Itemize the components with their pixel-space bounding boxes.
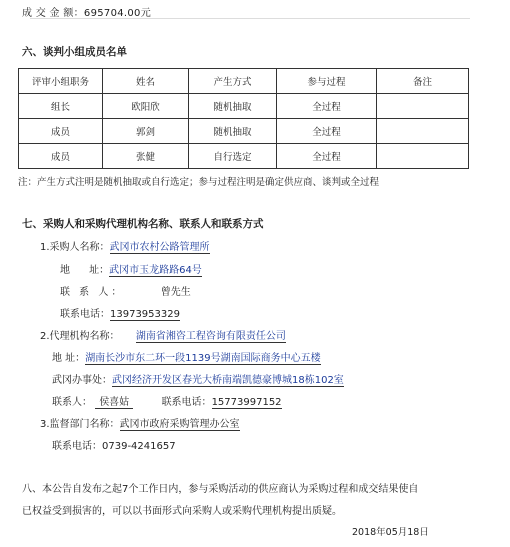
purchaser-contact: 曾先生 bbox=[160, 287, 191, 298]
table-cell: 随机抽取 bbox=[189, 119, 277, 144]
supervisor-phone: 0739-4241657 bbox=[102, 441, 176, 452]
transaction-amount: 成 交 金 额：695704.00元 bbox=[22, 8, 152, 19]
purchaser-address-label: 地 址： bbox=[60, 265, 110, 276]
supervisor-phone-line bbox=[52, 437, 176, 452]
table-cell bbox=[377, 144, 469, 169]
wugang-office: 武冈经济开发区春光大桥南端凯德豪博城18栋102室 bbox=[112, 375, 344, 386]
header-cell: 参与过程 bbox=[277, 69, 377, 94]
purchaser-phone: 13973953329 bbox=[110, 309, 180, 320]
table-row bbox=[19, 144, 469, 169]
supervisor-line bbox=[40, 415, 240, 430]
header-cell: 产生方式 bbox=[189, 69, 277, 94]
agency-contact-label: 联系人： bbox=[52, 397, 92, 408]
table-cell: 郭剑 bbox=[103, 119, 189, 144]
panel-members-table bbox=[18, 68, 469, 169]
supervisor-label: 3.监督部门名称： bbox=[40, 419, 120, 430]
agency-address-line bbox=[52, 349, 321, 364]
agency-name: 湖南省湘咨工程咨询有限责任公司 bbox=[135, 331, 286, 342]
section7-title: 七、采购人和采购代理机构名称、联系人和联系方式 bbox=[22, 218, 264, 230]
agency-phone-label: 联系电话： bbox=[161, 397, 212, 408]
purchaser-label: 1.采购人名称： bbox=[40, 242, 110, 253]
agency-contact-line bbox=[52, 393, 282, 408]
header-cell: 备注 bbox=[377, 69, 469, 94]
table-cell: 欧阳欣 bbox=[103, 94, 189, 119]
agency-contact: 侯喜姑 bbox=[95, 397, 133, 409]
agency-address-label: 地 址： bbox=[52, 353, 86, 364]
publish-date: 2018年05月18日 bbox=[352, 527, 429, 538]
purchaser-contact-label: 联 系 人： bbox=[60, 287, 125, 298]
table-row bbox=[19, 119, 469, 144]
supervisor-name: 武冈市政府采购管理办公室 bbox=[119, 419, 240, 430]
table-cell: 全过程 bbox=[277, 94, 377, 119]
header-cell: 姓名 bbox=[103, 69, 189, 94]
supervisor-phone-label: 联系电话： bbox=[52, 441, 102, 452]
table-cell: 全过程 bbox=[277, 119, 377, 144]
table-cell: 全过程 bbox=[277, 144, 377, 169]
table-header-row bbox=[19, 69, 469, 94]
section6-title: 六、谈判小组成员名单 bbox=[22, 46, 127, 58]
header-cell: 评审小组职务 bbox=[19, 69, 103, 94]
table-cell bbox=[377, 119, 469, 144]
table-row bbox=[19, 94, 469, 119]
table-cell: 组长 bbox=[19, 94, 103, 119]
agency-label: 2.代理机构名称： bbox=[40, 331, 120, 342]
wugang-office-label: 武冈办事处： bbox=[52, 375, 112, 386]
table-cell: 成员 bbox=[19, 144, 103, 169]
table-cell: 成员 bbox=[19, 119, 103, 144]
purchaser-phone-line bbox=[60, 305, 180, 320]
purchaser-address: 武冈市玉龙路路64号 bbox=[109, 265, 202, 276]
wugang-office-line bbox=[52, 371, 344, 386]
purchaser-phone-label: 联系电话： bbox=[60, 309, 110, 320]
table-cell bbox=[377, 94, 469, 119]
agency-line bbox=[40, 327, 286, 342]
purchaser-name: 武冈市农村公路管理所 bbox=[109, 242, 210, 253]
table-cell: 张健 bbox=[103, 144, 189, 169]
table-cell: 自行选定 bbox=[189, 144, 277, 169]
section8-line1: 八、本公告自发布之起7个工作日内，参与采购活动的供应商认为采购过程和成交结果使自 bbox=[22, 484, 419, 495]
purchaser-line bbox=[40, 238, 210, 253]
purchaser-contact-line bbox=[60, 283, 191, 298]
table-note: 注：产生方式注明是随机抽取或自行选定；参与过程注明是确定供应商、谈判或全过程 bbox=[18, 177, 380, 188]
agency-address: 湖南长沙市东二环一段1139号湖南国际商务中心五楼 bbox=[85, 353, 321, 364]
table-cell: 随机抽取 bbox=[189, 94, 277, 119]
agency-phone: 15773997152 bbox=[211, 397, 282, 408]
section8-line2: 已权益受到损害的，可以以书面形式向采购人或采购代理机构提出质疑。 bbox=[22, 506, 342, 517]
purchaser-address-line bbox=[60, 261, 202, 276]
